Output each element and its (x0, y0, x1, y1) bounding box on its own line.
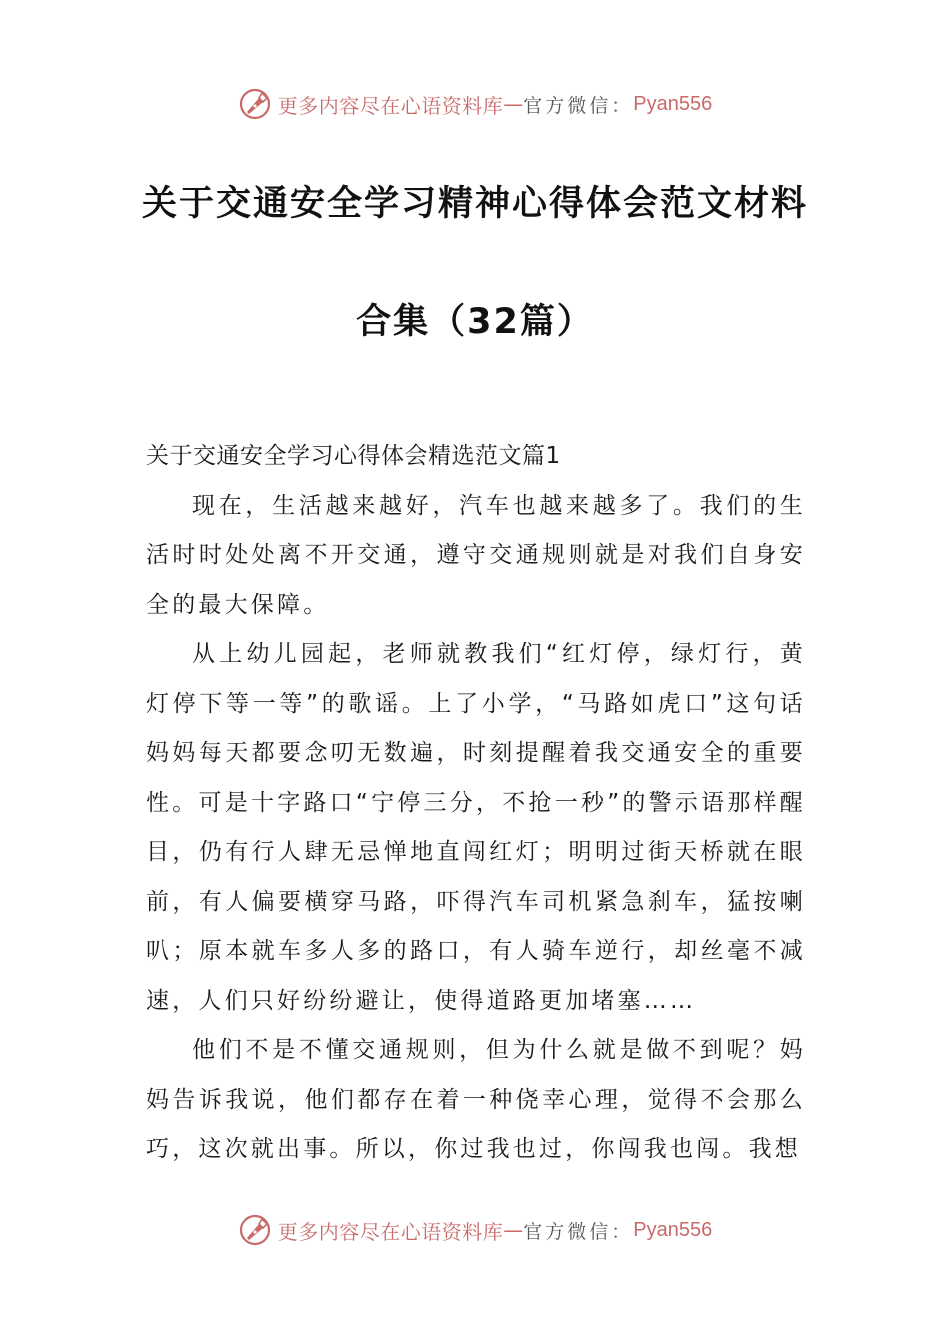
wechat-id: Pyan556 (633, 1218, 713, 1241)
wechat-label: 官方微信： (523, 94, 634, 117)
document-body (146, 432, 806, 1175)
section-heading: 关于交通安全学习心得体会精选范文篇1 (146, 443, 561, 469)
banner-separator: — (503, 92, 524, 116)
wechat-id: Pyan556 (633, 92, 713, 115)
body-paragraph: 从上幼儿园起，老师就教我们“红灯停，绿灯行，黄灯停下等一等”的歌谣。上了小学，“马路如虎口”这句话妈妈每天都要念叨无数遍，时刻提醒着我交通安全的重要性。可是十字路口“宁停三分，不抢一秒”的警示语那样醒目，仍有行人肆无忌惮地直闯红灯；明明过街天桥就在眼前，有人偏要横穿马路，吓得汽车司机紧急刹车，猛按喇叭；原本就车多人多的路口，有人骑车逆行，却丝毫不减速，人们只好纷纷避让，使得道路更加堵塞…… (146, 641, 806, 1014)
footer-banner (0, 1208, 950, 1252)
document-title-line-2: 合集（32篇） (356, 302, 594, 342)
body-paragraph: 现在，生活越来越好，汽车也越来越多了。我们的生活时时处处离不开交通，遵守交通规则就是对我们自身安全的最大保障。 (146, 492, 806, 618)
wechat-label: 官方微信： (523, 1220, 634, 1243)
banner-separator: — (503, 1218, 524, 1242)
banner-text: 更多内容尽在心语资料库 (277, 1219, 504, 1244)
body-paragraph: 他们不是不懂交通规则，但为什么就是做不到呢？妈妈告诉我说，他们都存在着一种侥幸心理，觉得不会那么巧，这次就出事。所以，你过我也过，你闯我也闯。我想 (146, 1037, 806, 1162)
pen-nib-logo-icon (238, 87, 272, 121)
pen-nib-logo-icon (238, 1213, 272, 1247)
banner-text: 更多内容尽在心语资料库 (277, 93, 504, 118)
document-title-line-1: 关于交通安全学习精神心得体会范文材料 (141, 184, 808, 224)
header-banner (0, 82, 950, 126)
